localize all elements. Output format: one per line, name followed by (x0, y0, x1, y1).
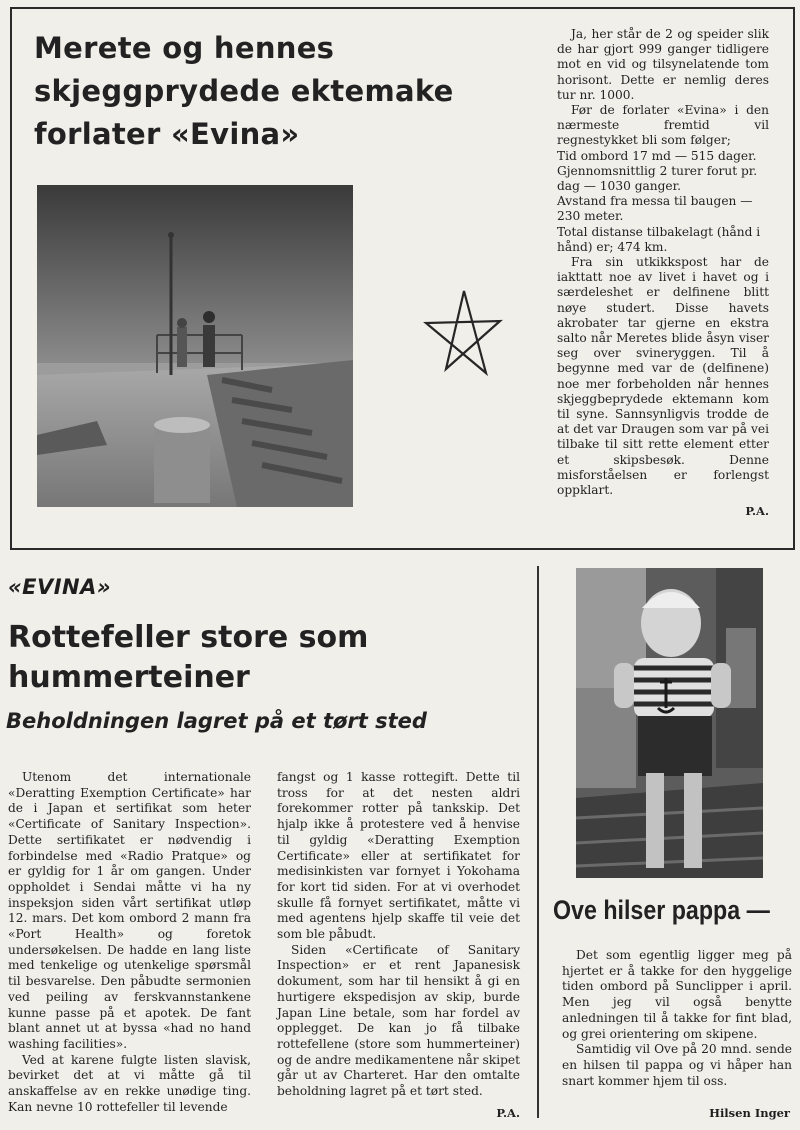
top-paragraph: Før de forlater «Evina» i den nærmeste fremtid vil regnestykket bli som følger; (557, 103, 769, 148)
top-paragraph: Tid ombord 17 md — 515 dager. (557, 148, 757, 163)
rat-article-headline (8, 618, 528, 698)
top-headline-line: Merete og hennes (34, 31, 335, 65)
top-article-text (557, 27, 769, 520)
ove-article-text (562, 948, 792, 1089)
rat-headline-line: Rottefeller store som (8, 620, 369, 655)
child-photo (576, 568, 763, 878)
top-paragraph: Fra sin utkikkspost har de iakttatt noe av livet i havet og i særdeleshet er delfinene blitt nøye studert. Disse havets akrobater tar gjerne en ekstra salto når Meretes blide åsyn viser seg over svineryggen. Til å begynne med var de (delfinene) noe mer forbeholden når hennes skjeggbeprydede ektemann kom til syne. Sannsynligvis trodde de at det var Draugen som var på vei tilbake til sitt rette element etter et skipsbesøk. Denne misforståelsen er forlengst oppklart. (557, 255, 769, 498)
rat-paragraph: fangst og 1 kasse rottegift. Dette til tross for at det nesten aldri forekommer rotter på tankskip. Det hjalp ikke å protestere ved å henvise til gyldig «Deratting Exemption Certificate» eller at sertifikatet for medisinkisten var fornyet i Yokohama for kort tid siden. For at vi overhodet skulle få fornyet sertifikatet, måtte vi med agentens hjelp skaffe til veie det som ble påbudt. (277, 770, 520, 942)
rat-article-subheadline: Beholdningen lagret på et tørt sted (6, 709, 427, 733)
top-paragraph: Ja, her står de 2 og speider slik de har gjort 999 ganger tidligere mot en vid og tilsynelatende tom horisont. Dette er nemlig deres tur nr. 1000. (557, 27, 769, 102)
rat-headline-line: hummerteiner (8, 660, 250, 695)
top-headline (34, 27, 534, 156)
ove-article-headline: Ove hilser pappa — (553, 895, 770, 925)
ove-paragraph: Det som egentlig ligger meg på hjertet er å takke for den hyggelige tiden ombord på Sunclipper i april. Men jeg vil også benytte anledningen til å takke for fint blad, og grei orientering om skipene. (562, 948, 792, 1041)
top-headline-line: forlater «Evina» (34, 117, 300, 151)
top-headline-line: skjeggprydede ektemake (34, 74, 454, 108)
rat-signature: P.A. (496, 1105, 520, 1120)
top-article-frame (10, 7, 795, 550)
ove-signature: Hilsen Inger (709, 1106, 790, 1120)
rat-paragraph: Ved at karene fulgte listen slavisk, bevirket det at vi måtte gå til anskaffelse av en rekke unødige ting. Kan nevne 10 rottefeller til levende (8, 1052, 251, 1114)
rat-article-column-1 (8, 770, 251, 1115)
child-photo-drawing (576, 568, 763, 878)
rat-article-kicker: «EVINA» (8, 575, 112, 599)
top-paragraph: Avstand fra messa til baugen — 230 meter. (557, 194, 753, 224)
ship-bow-photo (37, 185, 353, 507)
top-paragraph: Gjennomsnittlig 2 turer forut pr. dag — 1030 ganger. (557, 163, 758, 194)
top-paragraph: Total distanse tilbakelagt (hånd i hånd) er; 474 km. (557, 224, 761, 254)
rat-paragraph: Utenom det internationale «Deratting Exemption Certificate» har de i Japan et sertifikat som heter «Certificate of Sanitary Inspection». Dette sertifikatet er nødvendig i forbindelse med «Radio Pratque» og er gyldig for 1 år om gangen. Under oppholdet i Sendai måtte vi ha ny inspeksjon siden vårt sertifikat utløp 12. mars. Det kom ombord 2 mann fra «Port Health» og foretok undersøkelsen. De hadde en lang liste med tenkelige og utenkelige spørsmål til besvarelse. Den påbudte sermonien ved peiling av ferskvannstankene kunne passe på et apotek. De fant blant annet ut at byssa «had no hand washing facilities». (8, 770, 251, 1051)
column-divider (537, 566, 539, 1118)
rat-article-column-2 (277, 770, 520, 1121)
star-icon (412, 287, 508, 383)
ove-paragraph: Samtidig vil Ove på 20 mnd. sende en hilsen til pappa og vi håper han snart kommer hjem til oss. (562, 1042, 792, 1088)
rat-paragraph: Siden «Certificate of Sanitary Inspection» er et rent Japanesisk dokument, som har til hensikt å gi en hurtigere ekspedisjon av skip, burde Japan Line betale, som har fordel av opplegget. De kan jo få tilbake rottefellene (store som hummerteiner) og de andre medikamentene når skipet går ut av Charteret. Har den omtalte beholdning lagret på et tørt sted. (277, 942, 520, 1099)
top-signature: P.A. (745, 504, 769, 519)
ship-bow-photo-drawing (37, 185, 353, 507)
